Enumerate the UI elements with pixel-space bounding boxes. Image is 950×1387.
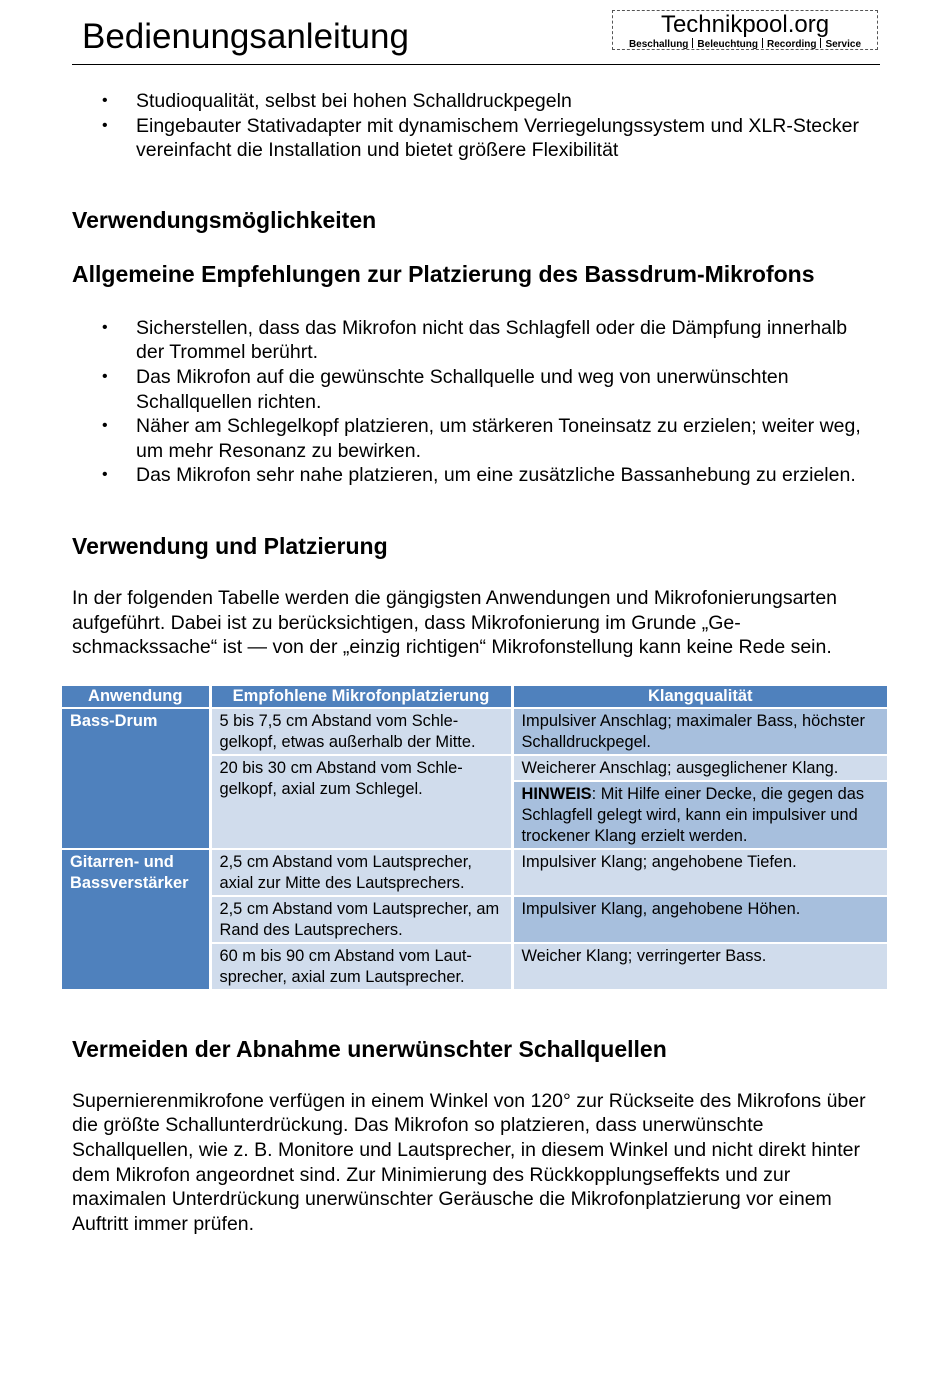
table-row — [62, 849, 887, 896]
category-cell: Gitarren- und Bassverstärker — [62, 849, 210, 989]
list-item: • Das Mikrofon sehr nahe platzieren, um eine zusätzliche Bassanhebung zu erzielen. — [72, 463, 876, 488]
list-item: • Studioqualität, selbst bei hohen Schalldruckpegeln — [72, 89, 876, 114]
placement-cell: 2,5 cm Abstand vom Lautsprecher, am Rand des Lautsprechers. — [210, 896, 512, 943]
section-heading-placement: Verwendung und Platzierung — [72, 532, 388, 559]
avoid-paragraph: Supernierenmikrofone verfügen in einem Winkel von 120° zur Rückseite des Mikrofons über die größte Schallunterdrückung. Das Mikrofon so platzieren, dass unerwünschte Schallquellen, wie z. B. Monitore und Lautsprecher, in diesem Winkel und nicht direkt hinter dem Mikrofon angeordnet sind. Zur Minimierung des Rückkopplungseffekts und zur maximalen Unterdrückung unerwünschter Geräusche die Mikrofonplatzierung vor einem Auftritt immer prüfen. — [72, 1089, 866, 1235]
placement-table — [62, 686, 887, 989]
section-subheading-placement: Allgemeine Empfehlungen zur Platzierung des Bassdrum-Mikrofons — [72, 260, 815, 287]
list-item: • Näher am Schlegelkopf platzieren, um stärkeren Toneinsatz zu erzielen; weiter weg, um mehr Resonanz zu bewirken. — [72, 414, 876, 463]
quality-cell: Weicher Klang; verringerter Bass. — [512, 943, 887, 989]
document-title: Bedienungsanleitung — [82, 17, 409, 56]
feature-list — [72, 89, 880, 163]
header-rule — [72, 64, 880, 65]
section-heading-avoid: Vermeiden der Abnahme unerwünschter Schallquellen — [72, 1035, 667, 1062]
table-header: Klangqualität — [512, 686, 887, 708]
section-heading-usage: Verwendungsmöglichkeiten — [72, 206, 377, 233]
quality-cell: Impulsiver Anschlag; maximaler Bass, höchster Schalldruckpegel. — [512, 708, 887, 755]
table-header: Empfohlene Mikrofonplatzierung — [210, 686, 512, 708]
logo-name: Technikpool.org — [660, 11, 830, 38]
logo-tag: Beleuchtung — [697, 39, 758, 50]
placement-paragraph: In der folgenden Tabelle werden die gängigsten Anwendungen und Mikrofonierungsarten aufgeführt. Dabei ist zu berücksichtigen, dass Mikrofonierung im Grunde „Geschmackssache“ ist — von der „einzig richtigen“ Mikrofonstellung kann keine Rede sein. — [72, 586, 838, 659]
quality-cell: Impulsiver Klang; angehobene Tiefen. — [512, 849, 887, 896]
logo-tag: Service — [825, 39, 862, 50]
category-cell: Bass-Drum — [62, 708, 210, 849]
list-item: • Das Mikrofon auf die gewünschte Schallquelle und weg von unerwünschten Schallquellen richten. — [72, 365, 876, 414]
hint-text: : Mit Hilfe einer Decke, die gegen das Schlagfell gelegt wird, kann ein impulsiver und trockener Klang erzielt werden. — [521, 784, 865, 845]
placement-tips-list — [72, 316, 880, 488]
logo-tagline — [613, 38, 877, 51]
table-row — [62, 708, 887, 755]
quality-cell: Impulsiver Klang, angehobene Höhen. — [512, 896, 887, 943]
placement-cell: 5 bis 7,5 cm Abstand vom Schlegelkopf, etwas außerhalb der Mitte. — [210, 708, 512, 755]
table-header: Anwendung — [62, 686, 210, 708]
placement-cell: 2,5 cm Abstand vom Lautsprecher, axial zur Mitte des Lautsprechers. — [210, 849, 512, 896]
placement-cell: 60 m bis 90 cm Abstand vom Lautsprecher, axial zum Lautsprecher. — [210, 943, 512, 989]
list-item: • Sicherstellen, dass das Mikrofon nicht das Schlagfell oder die Dämpfung innerhalb der Trommel berührt. — [72, 316, 876, 365]
placement-cell: 20 bis 30 cm Abstand vom Schlegelkopf, axial zum Schlegel. — [210, 755, 512, 849]
logo-tag: Beschallung — [628, 39, 689, 50]
technikpool-logo — [612, 10, 878, 50]
table-header-row — [62, 686, 887, 708]
list-item: • Eingebauter Stativadapter mit dynamischem Verriegelungssystem und XLR-Stecker vereinfacht die Installation und bietet größere Flexibilität — [72, 114, 876, 163]
hint-label: HINWEIS — [521, 784, 592, 803]
hint-cell — [512, 781, 887, 849]
logo-tag: Recording — [766, 39, 817, 50]
quality-cell: Weicherer Anschlag; ausgeglichener Klang. — [512, 755, 887, 781]
document-body — [72, 89, 880, 1236]
